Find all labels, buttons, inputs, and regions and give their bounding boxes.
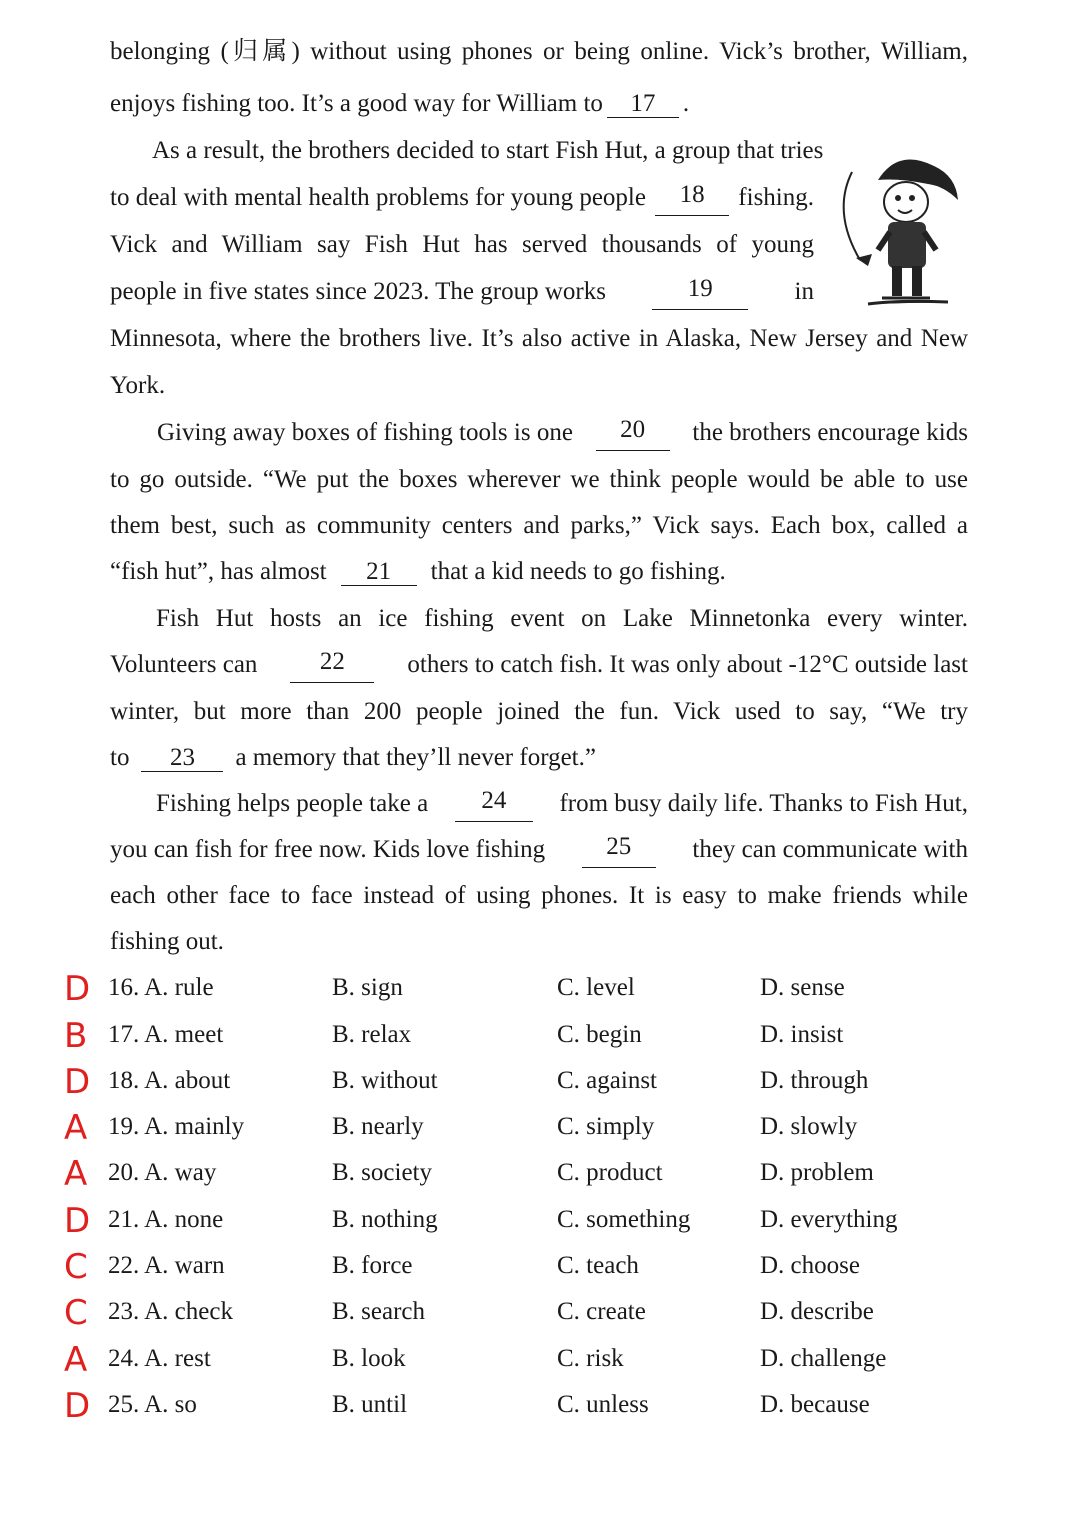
question-18 [0,1063,1080,1103]
option-b: B. nearly [332,1113,424,1140]
answer-mark: A [64,1340,88,1380]
passage-line-13: Fish Hut hosts an ice fishing event on Lake Minnetonka every winter. [156,605,968,632]
option-a: 16. A. rule [108,974,214,1001]
option-b: B. search [332,1298,426,1325]
option-d: D. because [760,1391,870,1418]
passage-line-4: to deal with mental health problems for young people 18 fishing. [110,182,814,216]
option-d: D. through [760,1067,869,1094]
passage-line-9: Giving away boxes of fishing tools is one 20 the brothers encourage kids [157,417,968,451]
option-b: B. force [332,1252,413,1279]
passage-line-20: fishing out. [110,928,224,955]
question-17 [0,1017,1080,1057]
blank-24: 24 [455,788,533,822]
passage-line-5: Vick and William say Fish Hut has served thousands of young [110,231,814,258]
option-a: 25. A. so [108,1391,197,1418]
fisherman-illustration [838,142,960,312]
option-a: 24. A. rest [108,1345,211,1372]
option-b: B. relax [332,1021,412,1048]
option-c: C. against [557,1067,657,1094]
question-25 [0,1387,1080,1427]
option-c: C. risk [557,1345,624,1372]
option-a: 19. A. mainly [108,1113,245,1140]
option-c: C. simply [557,1113,655,1140]
option-a: 22. A. warn [108,1252,225,1279]
option-a: 20. A. way [108,1159,217,1186]
blank-17: 17 [607,91,679,118]
passage-line-19: each other face to face instead of using phones. It is easy to make friends while [110,882,968,909]
option-b: B. until [332,1391,408,1418]
passage-line-3: As a result, the brothers decided to start Fish Hut, a group that tries [152,137,824,164]
question-20 [0,1155,1080,1195]
passage-line-8: York. [110,372,166,399]
option-b: B. nothing [332,1206,438,1233]
option-c: C. create [557,1298,646,1325]
option-d: D. problem [760,1159,874,1186]
option-d: D. choose [760,1252,860,1279]
blank-25: 25 [582,834,656,868]
option-c: C. something [557,1206,691,1233]
option-d: D. challenge [760,1345,887,1372]
question-16 [0,970,1080,1010]
answer-mark: D [64,1386,91,1426]
passage-line-12: “fish hut”, has almost 21 that a kid needs to go fishing. [110,558,726,585]
passage-line-18: you can fish for free now. Kids love fishing 25 they can communicate with [110,834,968,868]
option-a: 17. A. meet [108,1021,224,1048]
passage-line-6: people in five states since 2023. The group works 19 in [110,276,814,310]
option-b: B. look [332,1345,406,1372]
option-a: 21. A. none [108,1206,224,1233]
blank-22: 22 [290,649,374,683]
answer-mark: C [64,1247,88,1287]
option-d: D. everything [760,1206,898,1233]
blank-19: 19 [652,276,748,310]
option-b: B. society [332,1159,432,1186]
option-c: C. level [557,974,635,1001]
question-21 [0,1202,1080,1242]
option-d: D. insist [760,1021,844,1048]
question-22 [0,1248,1080,1288]
blank-21: 21 [341,559,417,586]
answer-mark: B [64,1016,88,1056]
passage-line-1: belonging (归属) without using phones or being online. Vick’s brother, William, [110,38,968,65]
passage-line-15: winter, but more than 200 people joined the fun. Vick used to say, “We try [110,698,968,725]
passage-line-10: to go outside. “We put the boxes wherever we think people would be able to use [110,466,968,493]
blank-23: 23 [141,745,223,772]
option-b: B. sign [332,974,403,1001]
option-d: D. describe [760,1298,874,1325]
option-d: D. slowly [760,1113,858,1140]
answer-mark: A [64,1154,88,1194]
blank-18: 18 [655,182,729,216]
answer-mark: D [64,1201,91,1241]
passage-line-17: Fishing helps people take a 24 from busy daily life. Thanks to Fish Hut, [156,788,968,822]
option-c: C. begin [557,1021,642,1048]
blank-20: 20 [596,417,670,451]
question-19 [0,1109,1080,1149]
passage-line-7: Minnesota, where the brothers live. It’s also active in Alaska, New Jersey and New [110,325,968,352]
passage-line-16: to 23 a memory that they’ll never forget.” [110,744,596,771]
answer-mark: D [64,969,91,1009]
option-a: 18. A. about [108,1067,231,1094]
option-b: B. without [332,1067,438,1094]
option-a: 23. A. check [108,1298,233,1325]
option-c: C. product [557,1159,663,1186]
option-c: C. unless [557,1391,649,1418]
option-d: D. sense [760,974,845,1001]
answer-mark: D [64,1062,91,1102]
question-24 [0,1341,1080,1381]
option-c: C. teach [557,1252,639,1279]
answer-mark: C [64,1293,88,1333]
answer-mark: A [64,1108,88,1148]
passage-line-14: Volunteers can 22 others to catch fish. It was only about -12°C outside last [110,649,968,683]
passage-line-11: them best, such as community centers and parks,” Vick says. Each box, called a [110,512,968,539]
question-23 [0,1294,1080,1334]
passage-line-2: enjoys fishing too. It’s a good way for William to 17 . [110,90,690,117]
